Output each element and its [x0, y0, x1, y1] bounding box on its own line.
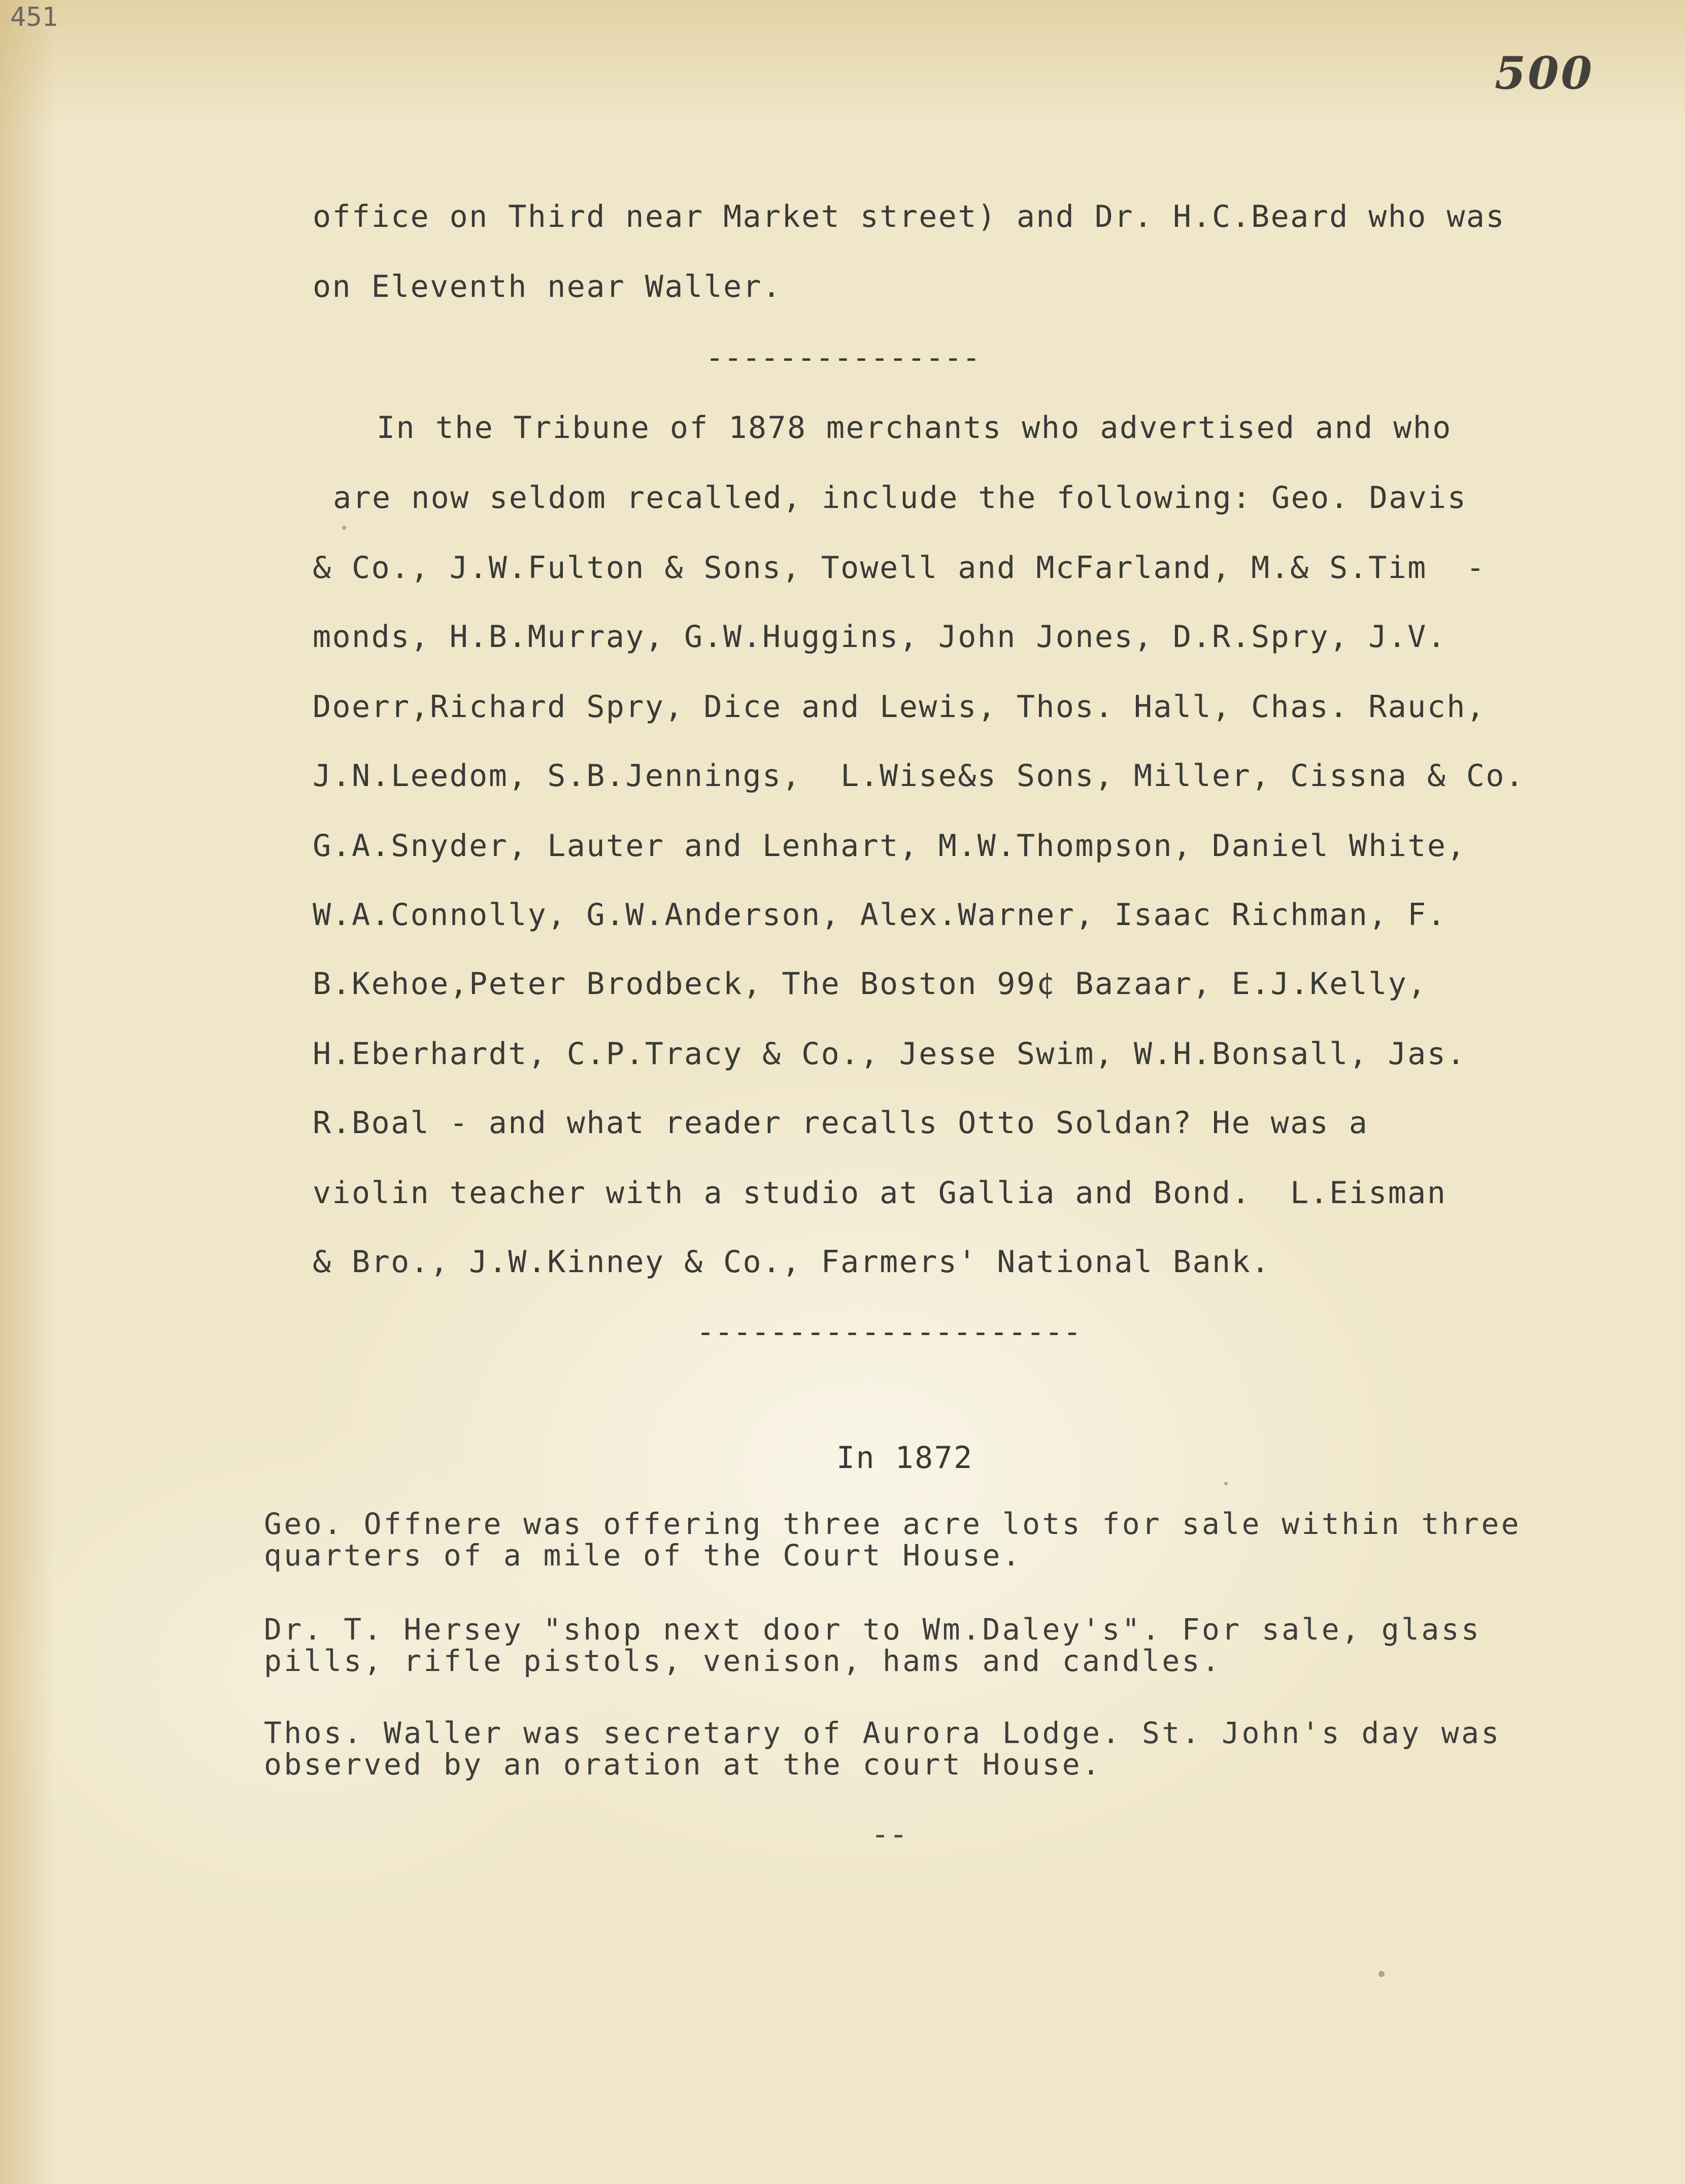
paragraph-line-11: R.Boal - and what reader recalls Otto Soldan? He was a	[313, 1105, 1369, 1141]
paper-speck	[342, 526, 346, 530]
opening-line-2: on Eleventh near Waller.	[313, 269, 782, 304]
paper-speck	[1224, 1482, 1228, 1485]
paragraph-line-1: In the Tribune of 1878 merchants who advertised and who	[377, 410, 1452, 446]
paragraph-line-9: B.Kehoe,Peter Brodbeck, The Boston 99¢ Bazaar, E.J.Kelly,	[313, 966, 1427, 1002]
paragraph-line-6: J.N.Leedom, S.B.Jennings, L.Wise&s Sons, Miller, Cissna & Co.	[313, 758, 1525, 794]
paragraph-line-10: H.Eberhardt, C.P.Tracy & Co., Jesse Swim, W.H.Bonsall, Jas.	[313, 1036, 1466, 1072]
paragraph-line-3: & Co., J.W.Fulton & Sons, Towell and McFarland, M.& S.Tim -	[313, 550, 1486, 586]
paper-speck	[1378, 1971, 1385, 1977]
paragraph-line-4: monds, H.B.Murray, G.W.Huggins, John Jones, D.R.Spry, J.V.	[313, 619, 1447, 655]
separator-dashes-1: ---------------	[705, 340, 981, 376]
page-number: 451	[10, 2, 58, 32]
paragraph-line-2: are now seldom recalled, include the following: Geo. Davis	[333, 480, 1467, 516]
end-mark: --	[871, 1817, 908, 1852]
entry-waller: Thos. Waller was secretary of Aurora Lodge. St. John's day was observed by an oration at the court House.	[264, 1716, 1501, 1782]
paragraph-line-7: G.A.Snyder, Lauter and Lenhart, M.W.Thompson, Daniel White,	[313, 828, 1466, 864]
paragraph-line-8: W.A.Connolly, G.W.Anderson, Alex.Warner, Isaac Richman, F.	[313, 897, 1447, 933]
paragraph-line-12: violin teacher with a studio at Gallia and Bond. L.Eisman	[313, 1175, 1447, 1211]
paragraph-line-13: & Bro., J.W.Kinney & Co., Farmers' National Bank.	[313, 1244, 1271, 1280]
entry-hersey: Dr. T. Hersey "shop next door to Wm.Daley's". For sale, glass pills, rifle pistols, venison, hams and candles.	[264, 1612, 1481, 1678]
entry-offnere: Geo. Offnere was offering three acre lots for sale within three quarters of a mile of the Court House.	[264, 1507, 1522, 1573]
opening-line-1: office on Third near Market street) and Dr. H.C.Beard who was	[313, 199, 1505, 234]
section-heading: In 1872	[836, 1440, 973, 1476]
paragraph-line-5: Doerr,Richard Spry, Dice and Lewis, Thos. Hall, Chas. Rauch,	[313, 689, 1486, 725]
separator-dashes-2: ---------------------	[696, 1314, 1082, 1350]
handwritten-page-number: 500	[1495, 47, 1594, 99]
